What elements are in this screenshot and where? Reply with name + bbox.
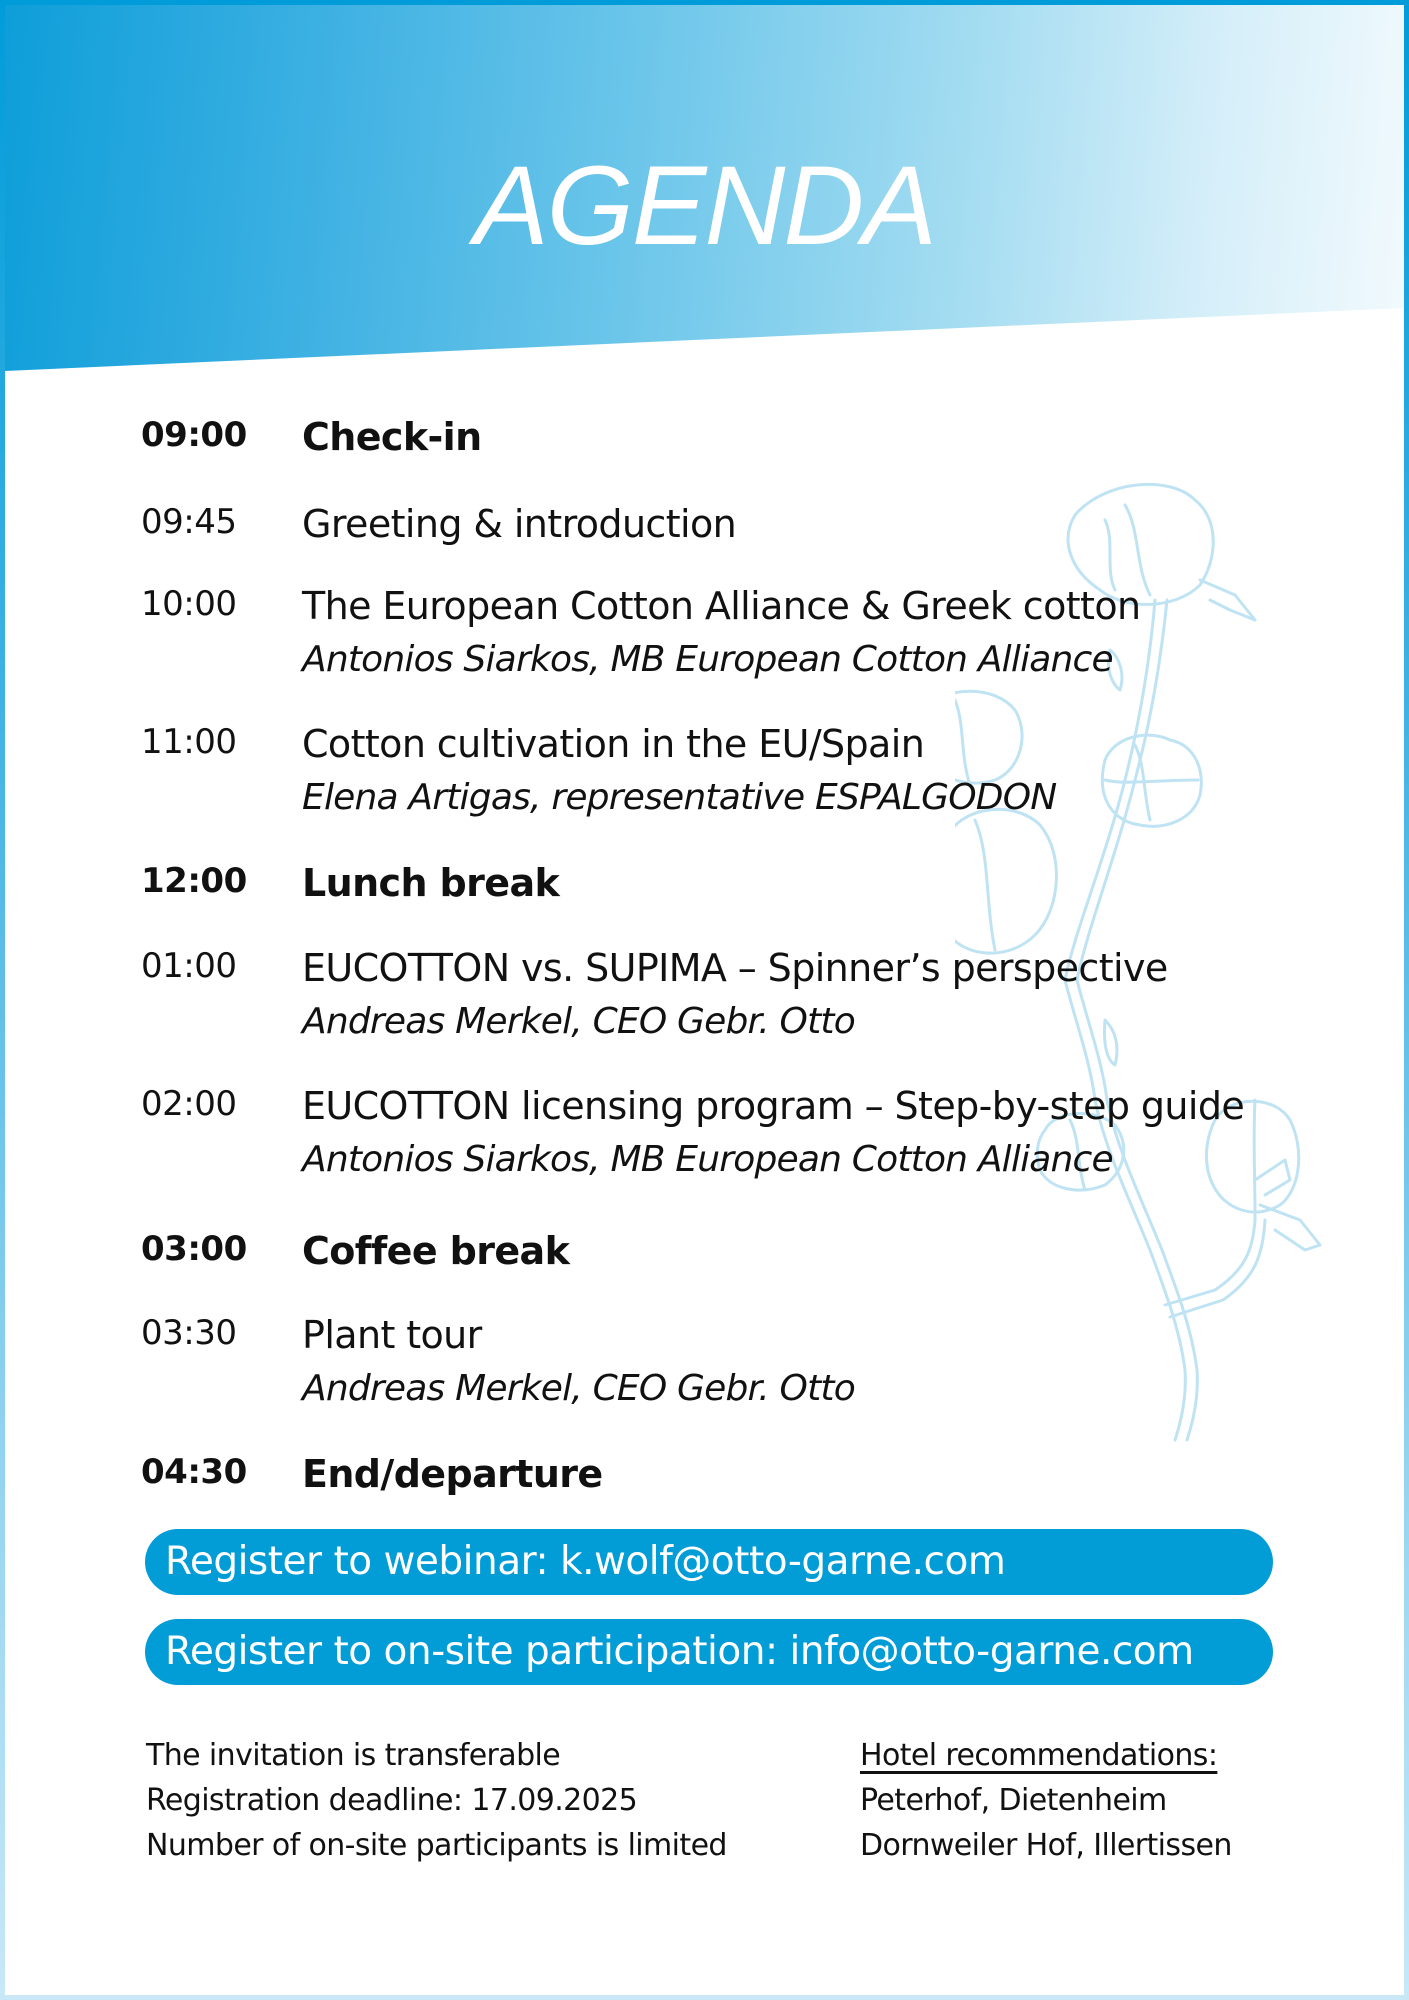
page [5,5,1404,1995]
agenda-topic: EUCOTTON vs. SUPIMA – Spinner’s perspective [302,946,1168,990]
agenda-time: 09:00 [141,415,247,455]
agenda-time: 02:00 [141,1084,237,1124]
agenda-time: 12:00 [141,861,247,901]
register-webinar-link[interactable]: Register to webinar: k.wolf@otto-garne.com [145,1529,1273,1595]
agenda-time: 09:45 [141,502,237,542]
register-onsite-link[interactable]: Register to on-site participation: info@otto-garne.com [145,1619,1273,1685]
agenda-time: 01:00 [141,946,237,986]
agenda-speaker: Andreas Merkel, CEO Gebr. Otto [302,1001,855,1042]
invitation-notes [146,1733,727,1868]
agenda-topic: Check-in [302,415,482,459]
hotel-heading: Hotel recommendations: [860,1738,1218,1773]
agenda-speaker: Antonios Siarkos, MB European Cotton Alliance [302,1139,1113,1180]
agenda-time: 11:00 [141,722,237,762]
agenda-topic: Plant tour [302,1313,482,1357]
agenda-topic: The European Cotton Alliance & Greek cotton [302,584,1141,628]
note-transferable: The invitation is transferable [146,1738,561,1773]
agenda-time: 10:00 [141,584,237,624]
hotel-item: Peterhof, Dietenheim [860,1783,1167,1818]
agenda-time: 04:30 [141,1452,247,1492]
agenda-time: 03:30 [141,1313,237,1353]
hotel-recommendations [860,1733,1232,1868]
note-deadline: Registration deadline: 17.09.2025 [146,1783,638,1818]
agenda-topic: Coffee break [302,1229,570,1273]
hotel-item: Dornweiler Hof, Illertissen [860,1828,1232,1863]
agenda-topic: Lunch break [302,861,560,905]
agenda-topic: End/departure [302,1452,603,1496]
agenda-topic: EUCOTTON licensing program – Step-by-step guide [302,1084,1245,1128]
note-limited: Number of on-site participants is limited [146,1828,727,1863]
agenda-speaker: Andreas Merkel, CEO Gebr. Otto [302,1368,855,1409]
page-title: AGENDA [474,143,935,268]
agenda-topic: Greeting & introduction [302,502,737,546]
agenda-speaker: Elena Artigas, representative ESPALGODON [302,777,1057,818]
agenda-time: 03:00 [141,1229,247,1269]
agenda-speaker: Antonios Siarkos, MB European Cotton Alliance [302,639,1113,680]
agenda-topic: Cotton cultivation in the EU/Spain [302,722,925,766]
